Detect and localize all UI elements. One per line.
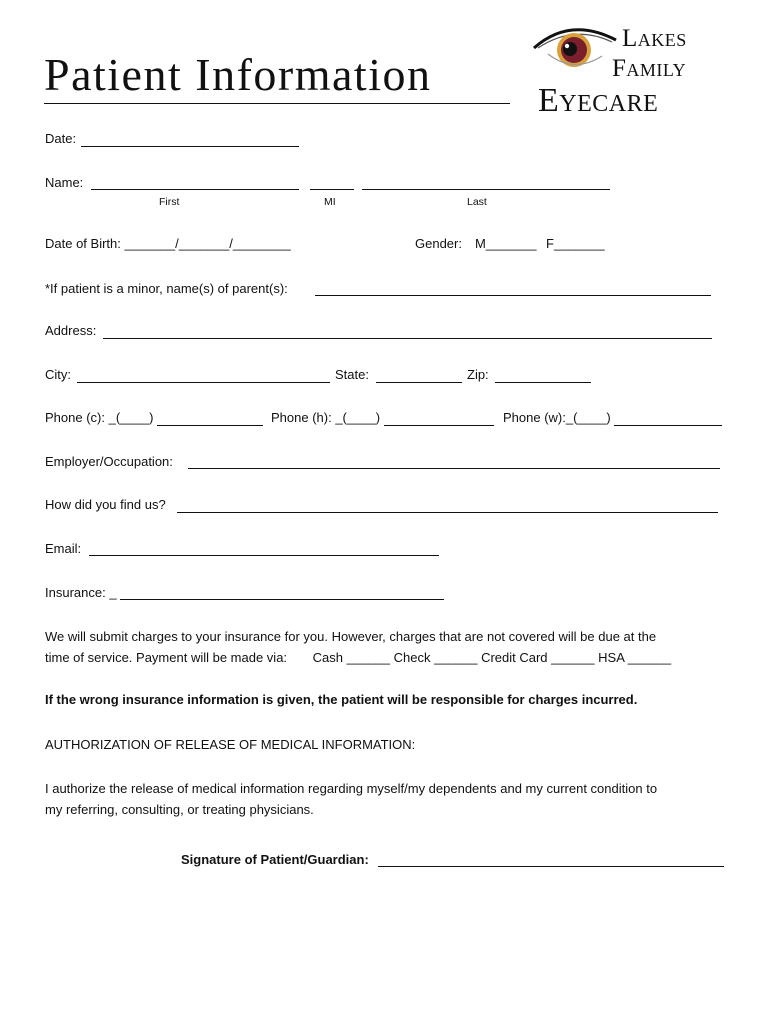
logo [530, 18, 720, 122]
authorization-text [45, 778, 745, 820]
phone-home-label: Phone (h): _(____) [271, 410, 381, 425]
parent-names-label: *If patient is a minor, name(s) of parent(s): [45, 281, 288, 296]
middle-initial-caption: MI [324, 196, 336, 208]
zip-label: Zip: [467, 367, 489, 382]
eye-logo-icon [530, 18, 620, 76]
date-field[interactable] [81, 146, 299, 147]
phone-home-field[interactable] [384, 425, 494, 426]
employer-field[interactable] [188, 468, 720, 469]
signature-label: Signature of Patient/Guardian: [181, 852, 369, 867]
email-label: Email: [45, 541, 82, 556]
address-label: Address: [45, 323, 97, 338]
payment-method-options[interactable]: Cash ______ Check ______ Credit Card ______ HSA ______ [312, 650, 672, 665]
phone-cell-field[interactable] [157, 425, 263, 426]
insurance-field[interactable] [120, 599, 444, 600]
phone-work-field[interactable] [614, 425, 722, 426]
parent-names-field[interactable] [315, 295, 711, 296]
phone-cell-label: Phone (c): _(____) [45, 410, 154, 425]
phone-work-label: Phone (w):_(____) [503, 410, 611, 425]
title-underline [44, 103, 510, 104]
gender-male-field[interactable]: M_______ [475, 236, 537, 251]
city-field[interactable] [77, 382, 330, 383]
first-name-caption: First [159, 196, 180, 208]
authorization-line-1: I authorize the release of medical information regarding myself/my dependents and my current condition to [45, 781, 658, 796]
last-name-field[interactable] [362, 189, 610, 190]
insurance-warning: If the wrong insurance information is given, the patient will be responsible for charges incurred. [45, 692, 638, 707]
email-field[interactable] [89, 555, 439, 556]
logo-line-3: Eyecare [538, 82, 659, 119]
gender-label: Gender: [415, 236, 462, 251]
authorization-heading: AUTHORIZATION OF RELEASE OF MEDICAL INFORMATION: [45, 737, 416, 752]
gender-female-field[interactable]: F_______ [546, 236, 605, 251]
referral-source-field[interactable] [177, 512, 718, 513]
page-title: Patient Information [44, 49, 432, 100]
middle-initial-field[interactable] [310, 189, 354, 190]
signature-field[interactable] [378, 866, 724, 867]
address-field[interactable] [103, 338, 712, 339]
employer-label: Employer/Occupation: [45, 454, 173, 469]
state-field[interactable] [376, 382, 462, 383]
insurance-label: Insurance: _ [45, 585, 117, 600]
date-label: Date: [45, 131, 77, 146]
state-label: State: [335, 367, 369, 382]
first-name-field[interactable] [91, 189, 299, 190]
logo-line-2: Family [612, 55, 687, 82]
payment-notice [45, 626, 745, 668]
referral-source-label: How did you find us? [45, 497, 166, 512]
last-name-caption: Last [467, 196, 487, 208]
payment-notice-line-1: We will submit charges to your insurance for you. However, charges that are not covered will be due at the [45, 629, 657, 644]
city-label: City: [45, 367, 71, 382]
zip-field[interactable] [495, 382, 591, 383]
dob-field[interactable]: Date of Birth: _______/_______/________ [45, 236, 291, 251]
logo-line-1: Lakes [622, 25, 687, 52]
name-label: Name: [45, 175, 84, 190]
authorization-line-2: my referring, consulting, or treating physicians. [45, 802, 314, 817]
payment-notice-line-2: time of service. Payment will be made via: [45, 650, 288, 665]
